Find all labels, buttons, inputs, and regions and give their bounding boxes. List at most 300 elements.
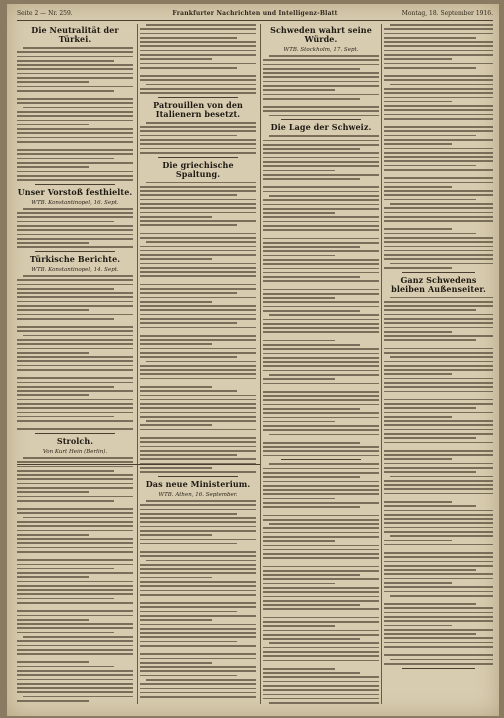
- text-line: [17, 530, 133, 532]
- text-line: [140, 611, 237, 613]
- text-line: [140, 390, 237, 392]
- text-line: [17, 653, 133, 655]
- text-line: [17, 81, 89, 83]
- text-line: [384, 348, 493, 350]
- text-line: [17, 700, 89, 702]
- text-line: [384, 399, 493, 401]
- text-line: [17, 670, 133, 672]
- text-line: [17, 158, 114, 160]
- article: [140, 480, 256, 704]
- text-line: [384, 182, 493, 184]
- text-line: [146, 24, 256, 26]
- text-line: [17, 246, 133, 248]
- text-line: [384, 101, 452, 103]
- text-line: [17, 296, 133, 298]
- text-line: [263, 557, 379, 559]
- text-line: [384, 152, 493, 154]
- text-line: [384, 216, 493, 218]
- text-line: [263, 647, 379, 649]
- text-line: [263, 152, 379, 154]
- text-line: [263, 310, 360, 312]
- column-rule: [137, 24, 138, 704]
- article-separator: [158, 476, 238, 477]
- text-line: [17, 137, 133, 139]
- text-line: [140, 352, 256, 354]
- article-body-text: [384, 297, 493, 665]
- text-line: [17, 166, 89, 168]
- text-line: [384, 424, 493, 426]
- text-line: [384, 637, 493, 639]
- text-line: [23, 517, 133, 519]
- text-line: [263, 442, 360, 444]
- text-line: [17, 619, 89, 621]
- text-line: [140, 446, 256, 448]
- text-line: [384, 450, 493, 452]
- page-header: [17, 10, 493, 21]
- text-line: [384, 339, 476, 341]
- text-line: [17, 86, 133, 88]
- text-line: [384, 386, 493, 388]
- text-line: [17, 73, 133, 75]
- text-line: [140, 555, 256, 557]
- text-line: [17, 318, 114, 320]
- text-line: [384, 620, 493, 622]
- text-line: [146, 560, 256, 562]
- text-line: [384, 169, 493, 171]
- text-line: [140, 203, 256, 205]
- text-line: [384, 130, 493, 132]
- text-line: [384, 92, 493, 94]
- text-line: [263, 527, 379, 529]
- text-line: [384, 573, 493, 575]
- article-headline: Die Lage der Schweiz.: [270, 122, 372, 133]
- text-line: [263, 655, 379, 657]
- text-line: [17, 461, 133, 463]
- text-line: [140, 267, 256, 269]
- text-line: [384, 654, 493, 656]
- issue-date: Montag, 18. September 1916.: [401, 10, 493, 17]
- text-line: [17, 301, 133, 303]
- text-line: [146, 241, 256, 243]
- text-line: [17, 581, 133, 583]
- text-line: [384, 365, 493, 367]
- text-line: [384, 314, 493, 316]
- text-line: [384, 416, 452, 418]
- text-line: [140, 250, 256, 252]
- text-line: [17, 216, 133, 218]
- text-line: [263, 365, 379, 367]
- text-line: [17, 386, 114, 388]
- text-line: [140, 41, 256, 43]
- text-line: [17, 149, 133, 151]
- text-line: [384, 114, 493, 116]
- text-line: [17, 360, 133, 362]
- text-line: [17, 309, 89, 311]
- text-line: [384, 420, 493, 422]
- text-line: [140, 92, 256, 94]
- text-line: [263, 583, 335, 585]
- article-headline: Die Neutralität der Türkei.: [31, 25, 119, 44]
- article: [263, 463, 379, 704]
- text-line: [17, 365, 133, 367]
- text-line: [17, 279, 133, 281]
- text-line: [146, 84, 256, 86]
- text-line: [263, 489, 379, 491]
- text-line: [17, 474, 133, 476]
- text-line: [263, 98, 360, 100]
- text-line: [390, 535, 493, 537]
- text-line: [17, 51, 133, 53]
- text-line: [384, 156, 493, 158]
- text-line: [263, 225, 379, 227]
- text-line: [17, 627, 133, 629]
- text-line: [140, 54, 256, 56]
- text-line: [140, 662, 212, 664]
- text-line: [384, 37, 476, 39]
- text-line: [140, 45, 256, 47]
- text-line: [384, 607, 493, 609]
- text-line: [140, 143, 256, 145]
- text-line: [17, 572, 133, 574]
- text-line: [17, 229, 133, 231]
- text-line: [263, 238, 379, 240]
- text-line: [17, 478, 133, 480]
- text-line: [17, 525, 133, 527]
- text-line: [263, 395, 379, 397]
- text-line: [17, 420, 133, 422]
- text-line: [384, 309, 476, 311]
- text-line: [384, 322, 493, 324]
- text-line: [263, 481, 379, 483]
- text-line: [140, 135, 237, 137]
- article-headline: Ganz Schwedens bleiben Außenseiter.: [391, 274, 486, 294]
- text-line: [140, 399, 256, 401]
- article-separator: [402, 668, 475, 669]
- text-line: [140, 463, 256, 465]
- text-line: [263, 472, 379, 474]
- text-line: [17, 382, 133, 384]
- text-line: [263, 246, 360, 248]
- text-line: [390, 263, 493, 265]
- text-line: [384, 603, 476, 605]
- text-line: [140, 645, 256, 647]
- text-line: [384, 518, 493, 520]
- text-line: [140, 50, 256, 52]
- text-line: [140, 216, 212, 218]
- text-line: [140, 534, 212, 536]
- text-line: [384, 58, 452, 60]
- text-line: [140, 356, 237, 358]
- text-line: [17, 153, 133, 155]
- text-line: [140, 424, 212, 426]
- article-separator: [158, 157, 238, 158]
- article: [140, 101, 256, 158]
- text-line: [269, 374, 379, 376]
- article-headline: Unser Vorstoß festhielte.: [17, 186, 133, 197]
- text-line: [140, 526, 256, 528]
- text-line: [384, 54, 493, 56]
- text-line: [17, 683, 133, 685]
- text-line: [140, 441, 256, 443]
- text-line: [140, 412, 256, 414]
- text-line: [17, 691, 133, 693]
- text-line: [384, 591, 493, 593]
- text-line: [263, 600, 379, 602]
- text-line: [384, 646, 493, 648]
- text-line: [269, 642, 379, 644]
- text-line: [23, 107, 133, 109]
- text-line: [384, 212, 493, 214]
- text-line: [384, 540, 452, 542]
- text-line: [263, 165, 379, 167]
- text-line: [384, 480, 493, 482]
- text-line: [140, 335, 256, 337]
- text-line: [263, 429, 379, 431]
- text-line: [384, 633, 476, 635]
- text-line: [17, 512, 133, 514]
- text-line: [263, 186, 379, 188]
- text-line: [17, 589, 133, 591]
- text-line: [140, 594, 256, 596]
- text-line: [140, 564, 256, 566]
- text-line: [17, 212, 133, 214]
- text-line: [263, 72, 379, 74]
- text-line: [390, 24, 493, 26]
- text-line: [263, 417, 379, 419]
- text-line: [384, 552, 493, 554]
- text-line: [17, 399, 133, 401]
- text-line: [263, 212, 335, 214]
- text-line: [384, 33, 493, 35]
- text-line: [263, 412, 379, 414]
- text-line: [17, 314, 133, 316]
- article-body-text: [140, 500, 256, 704]
- text-line: [263, 519, 379, 521]
- text-line: [384, 642, 493, 644]
- text-line: [263, 323, 379, 325]
- article-body-text: [17, 275, 133, 430]
- text-line: [263, 668, 335, 670]
- text-line: [384, 471, 476, 473]
- text-line: [384, 105, 493, 107]
- text-line: [140, 271, 256, 273]
- article: [263, 26, 379, 120]
- article: [140, 161, 256, 477]
- text-line: [140, 190, 256, 192]
- text-line: [263, 353, 379, 355]
- text-line: [140, 572, 256, 574]
- text-line: [140, 343, 212, 345]
- text-line: [263, 540, 335, 542]
- text-line: [263, 604, 360, 606]
- text-line: [17, 602, 133, 604]
- article-separator: [35, 251, 115, 252]
- column-rule: [381, 24, 382, 704]
- text-line: [263, 570, 379, 572]
- text-line: [263, 106, 379, 108]
- text-line: [384, 28, 493, 30]
- text-line: [140, 632, 256, 634]
- text-line: [146, 420, 256, 422]
- text-line: [17, 284, 133, 286]
- column-2: [140, 24, 256, 704]
- text-line: [140, 186, 256, 188]
- text-line: [384, 514, 493, 516]
- text-line: [384, 126, 493, 128]
- text-line: [390, 476, 493, 478]
- text-line: [263, 617, 379, 619]
- text-line: [17, 288, 114, 290]
- text-line: [140, 641, 237, 643]
- text-line: [384, 569, 476, 571]
- text-line: [263, 532, 379, 534]
- text-line: [17, 632, 114, 634]
- text-line: [17, 292, 133, 294]
- text-line: [140, 429, 256, 431]
- article: [17, 26, 133, 185]
- text-line: [384, 556, 493, 558]
- text-line: [23, 208, 133, 210]
- text-line: [263, 276, 360, 278]
- text-line: [17, 352, 89, 354]
- text-line: [140, 628, 256, 630]
- text-line: [384, 391, 493, 393]
- article-separator: [158, 97, 238, 98]
- text-line: [140, 237, 256, 239]
- article-body-text: [17, 457, 133, 704]
- text-line: [269, 314, 379, 316]
- text-line: [384, 97, 493, 99]
- text-line: [140, 199, 256, 201]
- text-line: [269, 135, 379, 137]
- text-line: [140, 373, 256, 375]
- article-separator: [281, 459, 361, 460]
- text-line: [140, 688, 256, 690]
- text-line: [263, 578, 379, 580]
- text-line: [140, 692, 256, 694]
- text-line: [140, 454, 237, 456]
- article-body-text: [384, 24, 493, 269]
- text-line: [263, 191, 379, 193]
- text-line: [263, 596, 379, 598]
- text-line: [140, 539, 256, 541]
- text-line: [17, 102, 133, 104]
- text-line: [384, 237, 493, 239]
- article: [384, 24, 493, 273]
- text-line: [17, 390, 133, 392]
- text-line: [263, 242, 379, 244]
- column-1: [17, 24, 133, 704]
- article-body-text: [263, 135, 379, 456]
- text-line: [263, 178, 360, 180]
- text-line: [263, 634, 379, 636]
- text-line: [140, 619, 212, 621]
- text-line: [269, 523, 379, 525]
- text-line: [263, 59, 379, 61]
- text-line: [263, 408, 360, 410]
- text-line: [263, 157, 379, 159]
- text-line: [269, 702, 379, 704]
- text-line: [17, 162, 133, 164]
- text-line: [140, 63, 256, 65]
- text-line: [263, 498, 335, 500]
- text-line: [263, 170, 335, 172]
- text-line: [140, 365, 256, 367]
- text-line: [263, 344, 360, 346]
- text-line: [384, 442, 493, 444]
- text-line: [17, 128, 133, 130]
- text-line: [263, 268, 379, 270]
- text-line: [263, 144, 379, 146]
- text-line: [140, 403, 256, 405]
- text-line: [140, 636, 256, 638]
- text-line: [390, 356, 493, 358]
- text-line: [384, 429, 493, 431]
- text-line: [263, 468, 379, 470]
- text-line: [384, 484, 493, 486]
- text-line: [263, 348, 379, 350]
- column-3: [263, 24, 379, 704]
- text-line: [23, 47, 133, 49]
- text-line: [23, 275, 133, 277]
- text-line: [140, 517, 256, 519]
- text-line: [140, 504, 256, 506]
- text-line: [384, 454, 493, 456]
- text-line: [269, 434, 379, 436]
- text-line: [263, 250, 379, 252]
- text-line: [17, 356, 133, 358]
- text-line: [263, 94, 379, 96]
- text-line: [17, 666, 114, 668]
- text-line: [140, 75, 256, 77]
- text-line: [384, 565, 493, 567]
- article: [17, 188, 133, 252]
- text-line: [140, 509, 256, 511]
- text-line: [263, 174, 379, 176]
- text-line: [384, 246, 493, 248]
- text-line: [140, 327, 256, 329]
- text-line: [384, 403, 493, 405]
- text-line: [263, 140, 379, 142]
- text-line: [17, 610, 133, 612]
- text-line: [17, 649, 133, 651]
- text-line: [384, 50, 493, 52]
- text-line: [140, 58, 212, 60]
- text-line: [140, 246, 256, 248]
- text-line: [263, 383, 379, 385]
- article: [384, 276, 493, 669]
- text-line: [17, 538, 133, 540]
- text-line: [263, 357, 379, 359]
- text-line: [140, 590, 256, 592]
- text-line: [140, 675, 237, 677]
- article-body-text: [140, 122, 256, 154]
- text-line: [140, 683, 256, 685]
- text-line: [263, 446, 379, 448]
- text-line: [263, 64, 379, 66]
- text-line: [17, 640, 133, 642]
- text-line: [17, 141, 133, 143]
- text-line: [384, 194, 493, 196]
- text-line: [269, 55, 379, 57]
- text-line: [263, 672, 360, 674]
- text-line: [140, 407, 256, 409]
- text-line: [263, 549, 379, 551]
- text-line: [263, 81, 379, 83]
- text-line: [384, 663, 493, 665]
- text-line: [140, 194, 237, 196]
- text-line: [140, 152, 256, 154]
